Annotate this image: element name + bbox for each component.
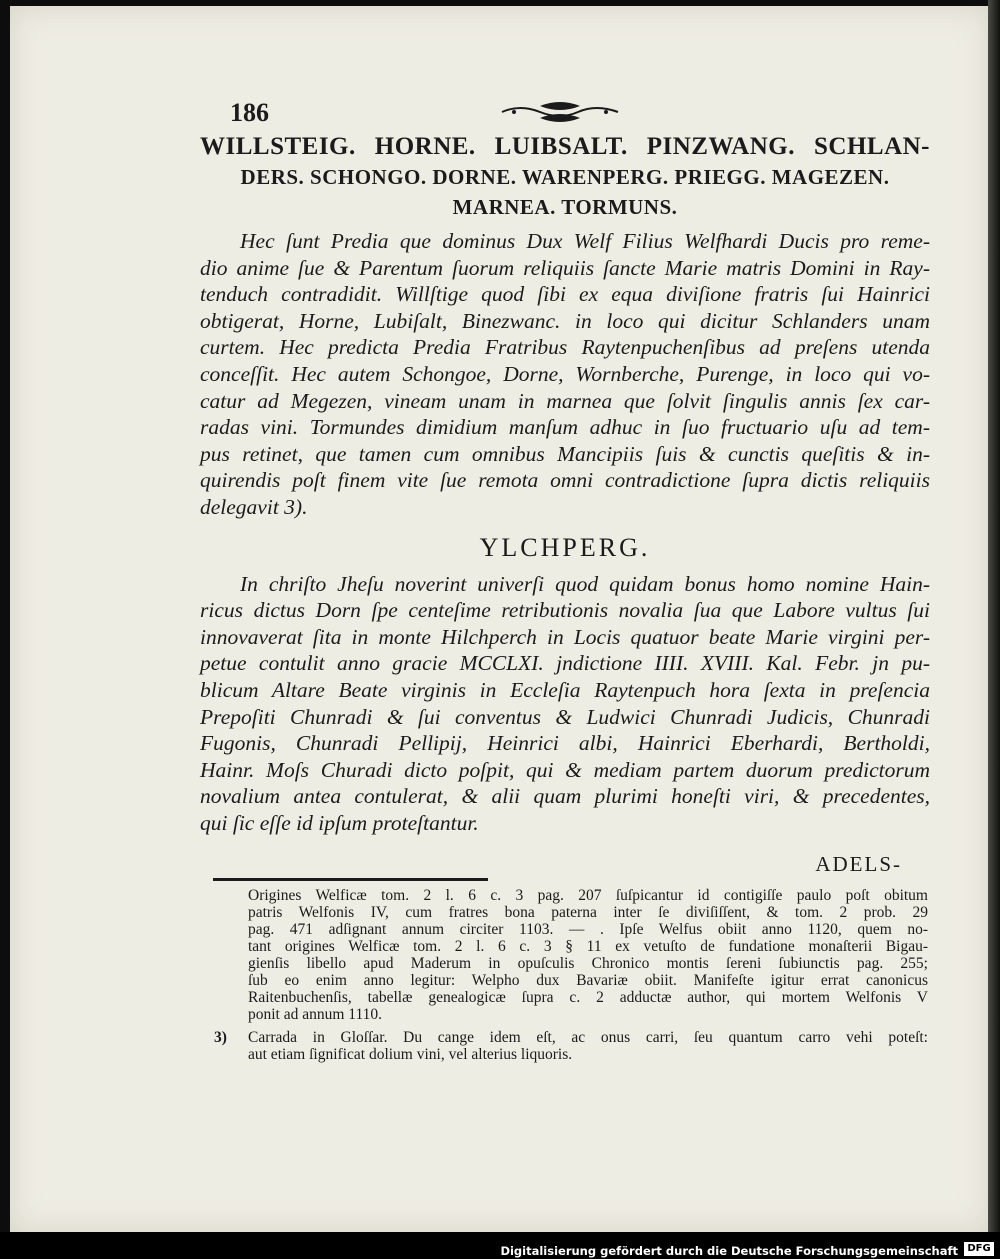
footnote-1 (228, 887, 928, 1023)
digitization-footer (0, 1232, 1000, 1259)
text-line: delegavit 3). (200, 494, 308, 519)
text-line: ricus dictus Dorn ſpe centeſime retributionis novalia ſua que Labore vultus ſui (200, 598, 930, 623)
dfg-credit-text: Digitalisierung gefördert durch die Deutsche Forschungsgemeinschaft (500, 1244, 958, 1258)
footnote-line: ponit ad annum 1110. (248, 1006, 383, 1023)
ornament-icon (500, 100, 620, 124)
footnote-line: Raitenbuchenſis, tabellæ genealogicæ ſupra c. 2 adductæ author, qui mortem Welfonis V (248, 989, 928, 1006)
text-line: radas vini. Tormundes dimidium manſum adhuc in ſuo fructuario uſu ad tem- (200, 415, 930, 440)
text-line: conceſſit. Hec autem Schongoe, Dorne, Wornberche, Purenge, in loco qui vo- (200, 361, 930, 386)
page-edge (988, 0, 1000, 1232)
title-line: MARNEA. TORMUNS. (452, 195, 678, 219)
footnote-line: pag. 471 adſignant annum circiter 1103. — . Ipſe Welfus obiit anno 1120, quem no- (248, 921, 928, 938)
text-line: Prepoſiti Chunradi & ſui conventus & Ludwici Chunradi Judicis, Chunradi (200, 704, 930, 729)
title-line: DERS. SCHONGO. DORNE. WARENPERG. PRIEGG. MAGEZEN. (240, 165, 890, 189)
footnote-line: tant origines Welficæ tom. 2 l. 6 c. 3 § 11 ex vetuſto de fundatione monaſterii Bigau- (248, 938, 928, 955)
footnotes (214, 887, 928, 1069)
text-line: Hainr. Moſs Churadi dicto poſpit, qui & mediam partem duorum predictorum (200, 757, 930, 782)
dfg-logo-icon: DFG (964, 1242, 994, 1256)
text-line: Fugonis, Chunradi Pellipij, Heinrici albi, Hainrici Eberhardi, Bertholdi, (200, 731, 930, 756)
text-line: tenduch contradidit. Willſtige quod ſibi ex equa diviſione fratris ſui Hainrici (200, 282, 930, 307)
text-line: innovaverat ſita in monte Hilchperch in Locis quatuor beate Marie virgini per- (200, 624, 930, 649)
footnote-line: patris Welfonis IV, cum fratres bona paterna inter ſe diviſiſſent, & tom. 2 prob. 29 (248, 904, 928, 921)
text-line: qui ſic eſſe id ipſum proteſtantur. (200, 810, 479, 835)
footnote-3 (214, 1029, 928, 1063)
text-line: novalium antea contulerat, & alii quam plurimi honeſti viri, & precedentes, (200, 784, 930, 809)
footnote-line: aut etiam ſignificat dolium vini, vel alterius liquoris. (248, 1046, 573, 1063)
footnote-marker: 3) (214, 1029, 227, 1046)
footnote-line: Origines Welficæ tom. 2 l. 6 c. 3 pag. 207 ſuſpicantur id contigiſſe paulo poſt obitum (248, 887, 928, 904)
text-line: catur ad Megezen, vineam unam in marnea que ſolvit ſingulis annis ſex car- (200, 388, 930, 413)
footnote-line: gienſis libello apud Maderum in opuſculis Chronico montis ſereni ſubiunctis pag. 255; (248, 955, 928, 972)
catchword: ADELS- (815, 852, 902, 877)
text-line: Hec ſunt Predia que dominus Dux Welf Filius Welfhardi Ducis pro reme- (240, 229, 930, 253)
title-line: WILLSTEIG. HORNE. LUIBSALT. PINZWANG. SCHLAN- (200, 133, 930, 160)
page-header (200, 90, 930, 130)
page-number: 186 (230, 98, 269, 127)
text-line: dio anime ſue & Parentum ſuorum reliquiis ſancte Marie matris Domini in Ray- (200, 255, 930, 280)
text-line: curtem. Hec predicta Predia Fratribus Raytenpuchenſibus ad preſens utenda (200, 335, 930, 360)
text-line: obtigerat, Horne, Lubiſalt, Binezwanc. in loco qui dicitur Schlanders unam (200, 308, 930, 333)
footnote-line: Carrada in Gloſſar. Du cange idem eſt, ac onus carri, ſeu quantum carro vehi poteſt: (248, 1029, 928, 1046)
section-heading: YLCHPERG. (479, 532, 651, 562)
page-text-area (200, 90, 930, 877)
text-line: quirendis poſt finem vite ſue remota omni contradictione ſupra dictis reliquiis (200, 468, 930, 493)
page-title (200, 132, 930, 222)
text-line: In chriſto Jheſu noverint univerſi quod quidam bonus homo nomine Hain- (240, 571, 930, 596)
text-line: pus retinet, que tamen cum omnibus Mancipiis ſuis & cunctis queſitis & in- (200, 441, 930, 466)
footnote-divider (213, 878, 488, 881)
paragraph-ylchperg (200, 571, 930, 837)
text-line: blicum Altare Beate virginis in Eccleſia Raytenpuch hora ſexta in preſencia (200, 677, 930, 702)
text-line: petue contulit anno gracie MCCLXI. jndictione IIII. XVIII. Kal. Febr. jn pu- (200, 651, 930, 676)
footnote-line: ſub eo enim anno legitur: Welpho dux Bavariæ obiit. Manifeſte igitur errat canonicus (248, 972, 928, 989)
paragraph-donation (200, 228, 930, 521)
